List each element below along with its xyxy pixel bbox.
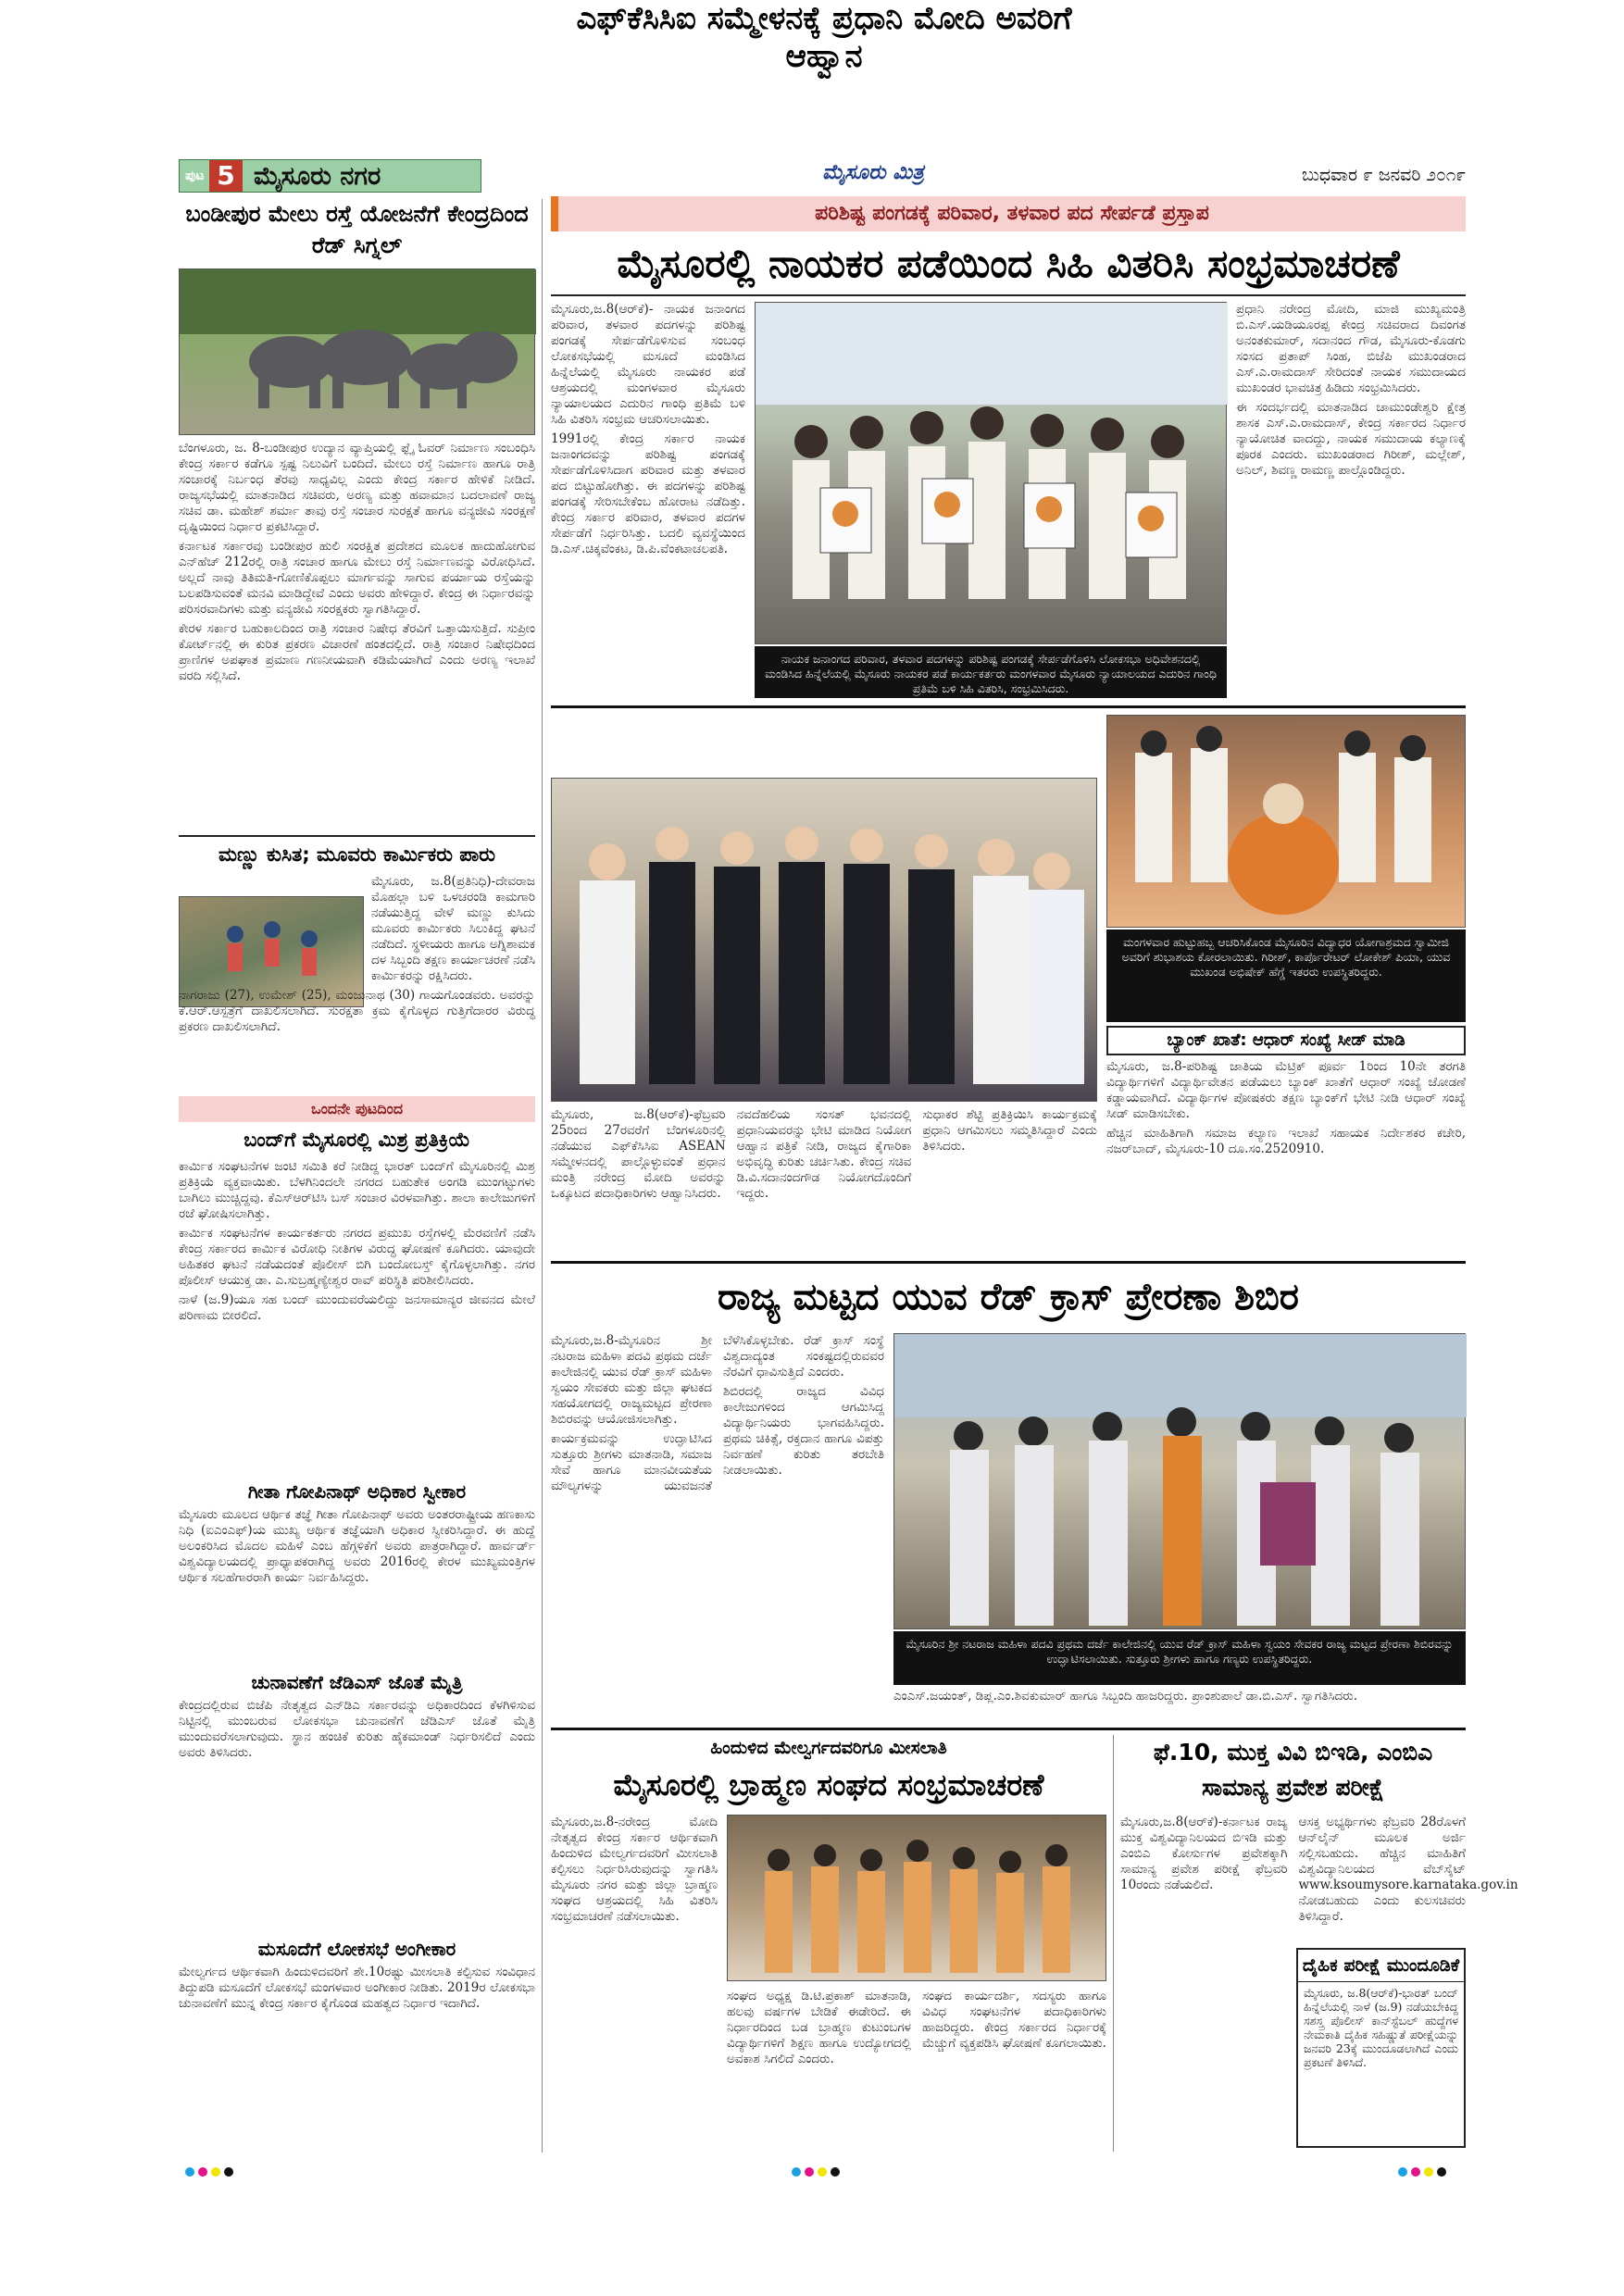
elephants-photo	[179, 268, 535, 435]
brahmin-photo	[727, 1815, 1106, 1981]
magenta-dot	[198, 2167, 207, 2177]
section-rule	[551, 705, 1466, 708]
story-landslide-para: ನಾಗರಾಜು (27), ಉಮೇಶ್ (25), ಮಂಜುನಾಥ (30) ಗಾಯಗೊಂಡವರು. ಅವರನ್ನು ಕೆ.ಆರ್.ಆಸ್ಪತ್ರೆಗೆ ದಾಖಲಿಸಲಾಗಿದೆ. ಸುರಕ್ಷತಾ ಕ್ರಮ ಕೈಗೊಳ್ಳದ ಗುತ್ತಿಗೆದಾರರ ವಿರುದ್ಧ ಪ್ರಕರಣ ದಾಖಲಿಸಲಾಗಿದೆ.	[179, 988, 535, 1034]
bank-para: ಹೆಚ್ಚಿನ ಮಾಹಿತಿಗಾಗಿ ಸಮಾಜ ಕಲ್ಯಾಣ ಇಲಾಖೆ ಸಹಾಯಕ ನಿರ್ದೇಶಕರ ಕಚೇರಿ, ನಜರ್‌ಬಾದ್, ಮೈಸೂರು-10 ದೂ.ಸಂ.2520910.	[1106, 1126, 1466, 1156]
story-bill-para: ಮೇಲ್ವರ್ಗದ ಆರ್ಥಿಕವಾಗಿ ಹಿಂದುಳಿದವರಿಗೆ ಶೇ.10ರಷ್ಟು ಮೀಸಲಾತಿ ಕಲ್ಪಿಸುವ ಸಂವಿಧಾನ ತಿದ್ದುಪಡಿ ಮಸೂದೆಗೆ ಲೋಕಸಭೆ ಮಂಗಳವಾರ ಅಂಗೀಕಾರ ನೀಡಿತು. 2019ರ ಲೋಕಸಭಾ ಚುನಾವಣೆಗೆ ಮುನ್ನ ಕೇಂದ್ರ ಸರ್ಕಾರ ಕೈಗೊಂಡ ಮಹತ್ವದ ನಿರ್ಧಾರ ಇದಾಗಿದೆ.	[179, 1965, 535, 2011]
section-rule-2	[551, 1261, 1466, 1264]
story-bandipur-para: ಬೆಂಗಳೂರು, ಜ. 8-ಬಂಡೀಪುರ ಉದ್ಯಾನ ವ್ಯಾಪ್ತಿಯಲ್ಲಿ ಫ್ಲೈ ಓವರ್ ನಿರ್ಮಾಣ ಸಂಬಂಧಿಸಿ ಕೇಂದ್ರ ಸರ್ಕಾರ ಕಡೆಗೂ ಸ್ಪಷ್ಟ ನಿಲುವಿಗೆ ಬಂದಿದೆ. ಮೇಲು ರಸ್ತೆ ನಿರ್ಮಾಣ ಹಾಗೂ ರಾತ್ರಿ ಸಂಚಾರಕ್ಕೆ ನಿರ್ಬಂಧ ತೆರವು ಸಾಧ್ಯವಿಲ್ಲ ಎಂದು ಕೇಂದ್ರ ಸರ್ಕಾರ ಹೇಳಿಕೆ ನೀಡಿದೆ. ರಾಜ್ಯಸಭೆಯಲ್ಲಿ ಮಾತನಾಡಿದ ಸಚಿವರು, ಅರಣ್ಯ ಮತ್ತು ಹವಾಮಾನ ಬದಲಾವಣೆ ರಾಜ್ಯ ಸಚಿವ ಡಾ. ಮಹೇಶ್ ಶರ್ಮಾ ತಾವು ರಸ್ತೆ ಸಂಚಾರ ಸುರಕ್ಷತೆ ಹಾಗೂ ವನ್ಯಜೀವಿ ಸಂರಕ್ಷಣೆ ದೃಷ್ಟಿಯಿಂದ ನಿರ್ಧಾರ ಪ್ರಕಟಿಸಿದ್ದಾರೆ.	[179, 441, 535, 534]
cyan-dot	[185, 2167, 194, 2177]
swamiji-photo-art	[1107, 716, 1467, 929]
lead-rule	[551, 294, 1466, 296]
redcross-headline: ರಾಜ್ಯ ಮಟ್ಟದ ಯುವ ರೆಡ್ ಕ್ರಾಸ್ ಪ್ರೇರಣಾ ಶಿಬಿರ	[718, 1276, 1299, 1318]
redcross-footer	[893, 1689, 1466, 1724]
redcross-caption: ಮೈಸೂರಿನ ಶ್ರೀ ನಟರಾಜ ಮಹಿಳಾ ಪದವಿ ಪ್ರಥಮ ದರ್ಜೆ ಕಾಲೇಜಿನಲ್ಲಿ ಯುವ ರೆಡ್ ಕ್ರಾಸ್ ಮಹಿಳಾ ಸ್ವಯಂ ಸೇವಕರ ರಾಜ್ಯ ಮಟ್ಟದ ಪ್ರೇರಣಾ ಶಿಬಿರವನ್ನು ಉದ್ಘಾಟಿಸಲಾಯಿತು. ಸುತ್ತೂರು ಶ್ರೀಗಳು ಹಾಗೂ ಗಣ್ಯರು ಉಪಸ್ಥಿತರಿದ್ದರು.	[893, 1631, 1466, 1685]
story-bandh-para: ಕಾರ್ಮಿಕ ಸಂಘಟನೆಗಳ ಕಾರ್ಯಕರ್ತರು ನಗರದ ಪ್ರಮುಖ ರಸ್ತೆಗಳಲ್ಲಿ ಮೆರವಣಿಗೆ ನಡೆಸಿ ಕೇಂದ್ರ ಸರ್ಕಾರದ ಕಾರ್ಮಿಕ ವಿರೋಧಿ ನೀತಿಗಳ ವಿರುದ್ಧ ಘೋಷಣೆ ಕೂಗಿದರು. ಯಾವುದೇ ಅಹಿತಕರ ಘಟನೆ ನಡೆಯದಂತೆ ಪೊಲೀಸ್ ಬಿಗಿ ಬಂದೋಬಸ್ತ್ ಕೈಗೊಳ್ಳಲಾಗಿತ್ತು. ನಗರ ಪೊಲೀಸ್ ಆಯುಕ್ತ ಡಾ. ಎ.ಸುಬ್ರಹ್ಮಣ್ಯೇಶ್ವರ ರಾವ್ ಪರಿಸ್ಥಿತಿ ಪರಿಶೀಲಿಸಿದರು.	[179, 1226, 535, 1288]
redcross-footer-para: ಎಂಎಸ್.ಜಯಂತ್, ಡಿಪ್ಲ.ಎಂ.ಶಿವಕುಮಾರ್ ಹಾಗೂ ಸಿಬ್ಬಂದಿ ಹಾಜರಿದ್ದರು. ಪ್ರಾಂಶುಪಾಲೆ ಡಾ.ಬಿ.ಎಸ್. ಸ್ವಾಗತಿಸಿದರು.	[893, 1689, 1357, 1703]
story-landslide-body	[179, 874, 535, 1087]
story-bandipur-body	[179, 441, 535, 830]
yellow-dot	[818, 2167, 827, 2177]
lead-left-column	[551, 302, 745, 700]
brahmin-para: ಸಂಘದ ಕಾರ್ಯದರ್ಶಿ, ಸದಸ್ಯರು ಹಾಗೂ ವಿವಿಧ ಸಂಘಟನೆಗಳ ಪದಾಧಿಕಾರಿಗಳು ಹಾಜರಿದ್ದರು. ಕೇಂದ್ರ ಸರ್ಕಾರದ ನಿರ್ಧಾರಕ್ಕೆ ಮೆಚ್ಚುಗೆ ವ್ಯಕ್ತಪಡಿಸಿ ಘೋಷಣೆ ಕೂಗಲಾಯಿತು.	[922, 1989, 1106, 2051]
redcross-para: ಕಾರ್ಯಕ್ರಮವನ್ನು ಉದ್ಘಾಟಿಸಿದ ಸುತ್ತೂರು ಶ್ರೀಗಳು ಮಾತನಾಡಿ, ಸಮಾಜ ಸೇವೆ ಹಾಗೂ ಮಾನವೀಯತೆಯ ಮೌಲ್ಯಗಳನ್ನು ಯುವಜನತೆ ಬೆಳೆಸಿಕೊಳ್ಳಬೇಕು. ರೆಡ್ ಕ್ರಾಸ್ ಸಂಸ್ಥೆ ವಿಶ್ವದಾದ್ಯಂತ ಸಂಕಷ್ಟದಲ್ಲಿರುವವರ ನೆರವಿಗೆ ಧಾವಿಸುತ್ತಿದೆ ಎಂದರು.	[551, 1333, 884, 1493]
redcross-photo-art	[894, 1334, 1467, 1630]
fkcci-photo-art	[552, 779, 1098, 1103]
bank-body	[1106, 1059, 1466, 1255]
black-dot	[224, 2167, 233, 2177]
brahmin-body	[551, 1815, 718, 2148]
story-landslide-headline: ಮಣ್ಣು ಕುಸಿತ; ಮೂವರು ಕಾರ್ಮಿಕರು ಪಾರು	[219, 843, 495, 866]
page-number: 5	[209, 160, 243, 192]
swamiji-caption: ಮಂಗಳವಾರ ಹುಟ್ಟುಹಬ್ಬ ಆಚರಿಸಿಕೊಂಡ ಮೈಸೂರಿನ ವಿದ್ಯಾಧರ ಯೋಗಾಶ್ರಮದ ಸ್ವಾಮೀಜಿ ಅವರಿಗೆ ಶುಭಾಶಯ ಕೋರಲಾಯಿತು. ಗಿರೀಶ್, ಕಾರ್ಪೊರೇಟರ್ ಲೋಕೇಶ್ ಪಿಯಾ, ಯುವ ಮುಖಂಡ ಅಭಿಷೇಕ್ ಹೆಗ್ಡೆ ಇತರರು ಉಪಸ್ಥಿತರಿದ್ದರು.	[1106, 930, 1466, 1022]
magenta-dot	[1411, 2167, 1420, 2177]
story-bandh-headline: ಬಂದ್‌ಗೆ ಮೈಸೂರಲ್ಲಿ ಮಿಶ್ರ ಪ್ರತಿಕ್ರಿಯೆ	[244, 1129, 470, 1151]
lead-left-para: ಮೈಸೂರು,ಜ.8(ಆರ್‌ಕೆ)- ನಾಯಕ ಜನಾಂಗದ ಪರಿವಾರ, ತಳವಾರ ಪದಗಳನ್ನು ಪರಿಶಿಷ್ಟ ಪಂಗಡಕ್ಕೆ ಸೇರ್ಪಡೆಗೊಳಿಸುವ ಸಂಬಂಧ ಲೋಕಸಭೆಯಲ್ಲಿ ಮಸೂದೆ ಮಂಡಿಸಿದ ಹಿನ್ನೆಲೆಯಲ್ಲಿ ಮೈಸೂರು ನಾಯಕರ ಪಡೆ ಆಶ್ರಯದಲ್ಲಿ ಮಂಗಳವಾರ ಮೈಸೂರು ನ್ಯಾಯಾಲಯದ ಎದುರಿನ ಗಾಂಧಿ ಪ್ರತಿಮೆ ಬಳಿ ಸಿಹಿ ವಿತರಿಸಿ ಸಂಭ್ರಮ ಆಚರಿಸಲಾಯಿತು.	[551, 302, 745, 427]
story-alliance-body	[179, 1698, 535, 1929]
fkcci-para: ನವದೆಹಲಿಯ ಸಂಸತ್ ಭವನದಲ್ಲಿ ಪ್ರಧಾನಿಯವರನ್ನು ಭೇಟಿ ಮಾಡಿದ ನಿಯೋಗ ಆಹ್ವಾನ ಪತ್ರಿಕೆ ನೀಡಿ, ರಾಜ್ಯದ ಕೈಗಾರಿಕಾ ಅಭಿವೃದ್ಧಿ ಕುರಿತು ಚರ್ಚಿಸಿತು. ಕೇಂದ್ರ ಸಚಿವ ಡಿ.ವಿ.ಸದಾನಂದಗೌಡ ನಿಯೋಗದೊಂದಿಗೆ ಇದ್ದರು.	[736, 1107, 912, 1201]
cyan-dot	[1398, 2167, 1407, 2177]
lead-left-para: 1991ರಲ್ಲಿ ಕೇಂದ್ರ ಸರ್ಕಾರ ನಾಯಕ ಜನಾಂಗದವನ್ನು ಪರಿಶಿಷ್ಟ ಪಂಗಡಕ್ಕೆ ಸೇರ್ಪಡೆಗೊಳಿಸಿದಾಗ ಪರಿವಾರ ಮತ್ತು ತಳವಾರ ಪದ ಬಿಟ್ಟುಹೋಗಿತ್ತು. ಈ ಪದಗಳನ್ನು ಪರಿಶಿಷ್ಟ ಪಂಗಡಕ್ಕೆ ಸೇರಿಸಬೇಕೆಂಬ ಹೋರಾಟ ನಡೆದಿತ್ತು. ಕೇಂದ್ರ ಸರ್ಕಾರ ಪರಿವಾರ, ತಳವಾರ ಪದಗಳ ಸೇರ್ಪಡೆಗೆ ನಿರ್ಧರಿಸಿತ್ತು. ಬದಲಿ ವ್ಯವಸ್ಥೆಯಿಂದ ಡಿ.ಎಸ್.ಚಿಕ್ಕವೆಂಕಟ, ಡಿ.ಪಿ.ವೆಂಕಟಾಚಲಪತಿ.	[551, 431, 745, 556]
masthead	[179, 159, 1466, 193]
section-tab	[179, 159, 481, 193]
lead-right-column	[1236, 302, 1466, 700]
yellow-dot	[1424, 2167, 1433, 2177]
section-rule-3	[551, 1728, 1466, 1730]
yellow-dot	[211, 2167, 220, 2177]
story-gita-headline: ಗೀತಾ ಗೋಪಿನಾಥ್ ಅಧಿಕಾರ ಸ್ವೀಕಾರ	[247, 1480, 467, 1503]
brahmin-kicker: ಹಿಂದುಳಿದ ಮೇಲ್ವರ್ಗದವರಿಗೂ ಮೀಸಲಾತಿ	[710, 1738, 947, 1758]
bank-headline: ಬ್ಯಾಂಕ್ ಖಾತೆ: ಆಧಾರ್ ಸಂಖ್ಯೆ ಸೀಡ್ ಮಾಡಿ	[1167, 1030, 1405, 1050]
left-rule-1	[179, 835, 535, 837]
bank-box	[1106, 1026, 1466, 1055]
redcross-para: ಶಿಬಿರದಲ್ಲಿ ರಾಜ್ಯದ ವಿವಿಧ ಕಾಲೇಜುಗಳಿಂದ ಆಗಮಿಸಿದ್ದ ವಿದ್ಯಾರ್ಥಿನಿಯರು ಭಾಗವಹಿಸಿದ್ದರು. ಪ್ರಥಮ ಚಿಕಿತ್ಸೆ, ರಕ್ತದಾನ ಹಾಗೂ ವಿಪತ್ತು ನಿರ್ವಹಣೆ ಕುರಿತು ತರಬೇತಿ ನೀಡಲಾಯಿತು.	[723, 1384, 884, 1478]
paper-name: ಮೈಸೂರು ಮಿತ್ರ	[822, 161, 924, 184]
brahmin-body-2	[727, 1989, 1106, 2148]
lead-photo-art	[756, 303, 1228, 645]
fkcci-headline: ಎಫ್‌ಕೆಸಿಸಿಐ ಸಮ್ಮೇಳನಕ್ಕೆ ಪ್ರಧಾನಿ ಮೋದಿ ಅವರಿಗೆ ಆಹ್ವಾನ	[576, 0, 1072, 75]
registration-marks-right	[1398, 2163, 1463, 2176]
brahmin-headline: ಮೈಸೂರಲ್ಲಿ ಬ್ರಾಹ್ಮಣ ಸಂಘದ ಸಂಭ್ರಮಾಚರಣೆ	[613, 1767, 1044, 1803]
elephants-photo-art	[180, 269, 536, 436]
cyan-dot	[792, 2167, 801, 2177]
fkcci-para: ಸುಧಾಕರ ಶೆಟ್ಟಿ ಪ್ರತಿಕ್ರಿಯಿಸಿ ಕಾರ್ಯಕ್ರಮಕ್ಕೆ ಪ್ರಧಾನಿ ಆಗಮಿಸಲು ಸಮ್ಮತಿಸಿದ್ದಾರೆ ಎಂದು ತಿಳಿಸಿದರು.	[922, 1107, 1097, 1154]
registration-marks-center	[792, 2163, 856, 2176]
top-kicker	[551, 196, 1466, 231]
physical-test-headline: ದೈಹಿಕ ಪರೀಕ್ಷೆ ಮುಂದೂಡಿಕೆ	[1298, 1950, 1464, 1982]
mukta-para: ಆಸಕ್ತ ಅಭ್ಯರ್ಥಿಗಳು ಫೆಬ್ರವರಿ 28ರೊಳಗೆ ಆನ್‌ಲೈನ್ ಮೂಲಕ ಅರ್ಜಿ ಸಲ್ಲಿಸಬಹುದು. ಹೆಚ್ಚಿನ ಮಾಹಿತಿಗೆ ವಿಶ್ವವಿದ್ಯಾನಿಲಯದ ವೆಬ್‌ಸೈಟ್ www.ksoumysore.karnataka.gov.in ನೋಡಬಹುದು ಎಂದು ಕುಲಸಚಿವರು ತಿಳಿಸಿದ್ದಾರೆ.	[1298, 1815, 1518, 1924]
story-landslide-para: ಮೈಸೂರು, ಜ.8(ಪ್ರತಿನಿಧಿ)-ದೇವರಾಜ ಮೊಹಲ್ಲಾ ಬಳಿ ಒಳಚರಂಡಿ ಕಾಮಗಾರಿ ನಡೆಯುತ್ತಿದ್ದ ವೇಳೆ ಮಣ್ಣು ಕುಸಿದು ಮೂವರು ಕಾರ್ಮಿಕರು ಸಿಲುಕಿದ್ದ ಘಟನೆ ನಡೆದಿದೆ. ಸ್ಥಳೀಯರು ಹಾಗೂ ಅಗ್ನಿಶಾಮಕ ದಳ ಸಿಬ್ಬಂದಿ ತಕ್ಷಣ ಕಾರ್ಯಾಚರಣೆ ನಡೆಸಿ ಕಾರ್ಮಿಕರನ್ನು ರಕ್ಷಿಸಿದರು.	[371, 874, 535, 983]
story-bandh-body	[179, 1159, 535, 1474]
lead-photo-caption: ನಾಯಕ ಜನಾಂಗದ ಪರಿವಾರ, ತಳವಾರ ಪದಗಳನ್ನು ಪರಿಶಿಷ್ಟ ಪಂಗಡಕ್ಕೆ ಸೇರ್ಪಡೆಗೊಳಿಸಿ ಲೋಕಸಭಾ ಅಧಿವೇಶನದಲ್ಲಿ ಮಂಡಿಸಿದ ಹಿನ್ನೆಲೆಯಲ್ಲಿ ಮೈಸೂರು ನಾಯಕರ ಪಡೆ ಕಾರ್ಯಕರ್ತರು ಮಂಗಳವಾರ ಮೈಸೂರು ನ್ಯಾಯಾಲಯದ ಎದುರಿನ ಗಾಂಧಿ ಪ್ರತಿಮೆ ಬಳಿ ಸಿಹಿ ವಿತರಿಸಿ, ಸಂಭ್ರಮಿಸಿದರು.	[755, 646, 1227, 698]
story-bill-headline: ಮಸೂದೆಗೆ ಲೋಕಸಭೆ ಅಂಗೀಕಾರ	[257, 1938, 456, 1960]
mukta-para: ಮೈಸೂರು,ಜ.8(ಆರ್‌ಕೆ)-ಕರ್ನಾಟಕ ರಾಜ್ಯ ಮುಕ್ತ ವಿಶ್ವವಿದ್ಯಾನಿಲಯದ ಬಿಇಡಿ ಮತ್ತು ಎಂಬಿಎ ಕೋರ್ಸುಗಳ ಪ್ರವೇಶಕ್ಕಾಗಿ ಸಾಮಾನ್ಯ ಪ್ರವೇಶ ಪರೀಕ್ಷೆ ಫೆಬ್ರವರಿ 10ರಂದು ನಡೆಯಲಿದೆ.	[1120, 1815, 1288, 1892]
bank-para: ಮೈಸೂರು, ಜ.8-ಪರಿಶಿಷ್ಟ ಜಾತಿಯ ಮೆಟ್ರಿಕ್ ಪೂರ್ವ 1ರಿಂದ 10ನೇ ತರಗತಿ ವಿದ್ಯಾರ್ಥಿಗಳಿಗೆ ವಿದ್ಯಾರ್ಥಿವೇತನ ಪಡೆಯಲು ಬ್ಯಾಂಕ್ ಖಾತೆಗೆ ಆಧಾರ್ ಸಂಖ್ಯೆ ಜೋಡಣೆ ಕಡ್ಡಾಯವಾಗಿದೆ. ವಿದ್ಯಾರ್ಥಿಗಳ ಪೋಷಕರು ತಕ್ಷಣ ಬ್ಯಾಂಕ್‌ಗೆ ಭೇಟಿ ನೀಡಿ ಆಧಾರ್ ಸಂಖ್ಯೆ ಸೀಡ್ ಮಾಡಿಸಬೇಕು.	[1106, 1059, 1466, 1121]
story-bill-body	[179, 1965, 535, 2150]
brahmin-para: ಮೈಸೂರು,ಜ.8-ನರೇಂದ್ರ ಮೋದಿ ನೇತೃತ್ವದ ಕೇಂದ್ರ ಸರ್ಕಾರ ಆರ್ಥಿಕವಾಗಿ ಹಿಂದುಳಿದ ಮೇಲ್ವರ್ಗದವರಿಗೆ ಮೀಸಲಾತಿ ಕಲ್ಪಿಸಲು ನಿರ್ಧರಿಸಿರುವುದನ್ನು ಸ್ವಾಗತಿಸಿ ಮೈಸೂರು ನಗರ ಮತ್ತು ಜಿಲ್ಲಾ ಬ್ರಾಹ್ಮಣ ಸಂಘದ ಆಶ್ರಯದಲ್ಲಿ ಸಿಹಿ ವಿತರಿಸಿ ಸಂಭ್ರಮಾಚರಣೆ ನಡೆಸಲಾಯಿತು.	[551, 1815, 718, 1924]
story-alliance-headline: ಚುನಾವಣೆಗೆ ಜೆಡಿಎಸ್ ಜೊತೆ ಮೈತ್ರಿ	[251, 1671, 463, 1693]
top-kicker-text: ಪರಿಶಿಷ್ಟ ಪಂಗಡಕ್ಕೆ ಪರಿವಾರ, ತಳವಾರ ಪದ ಸೇರ್ಪಡೆ ಪ್ರಸ್ತಾಪ	[815, 202, 1209, 225]
story-bandh-para: ಕಾರ್ಮಿಕ ಸಂಘಟನೆಗಳ ಜಂಟಿ ಸಮಿತಿ ಕರೆ ನೀಡಿದ್ದ ಭಾರತ್ ಬಂದ್‌ಗೆ ಮೈಸೂರಿನಲ್ಲಿ ಮಿಶ್ರ ಪ್ರತಿಕ್ರಿಯೆ ವ್ಯಕ್ತವಾಯಿತು. ಬೆಳಗಿನಿಂದಲೇ ನಗರದ ಬಹುತೇಕ ಅಂಗಡಿ ಮುಂಗಟ್ಟುಗಳು ಬಾಗಿಲು ಮುಚ್ಚಿದ್ದವು. ಕೆಎಸ್‌ಆರ್‌ಟಿಸಿ ಬಸ್ ಸಂಚಾರ ವಿರಳವಾಗಿತ್ತು. ಶಾಲಾ ಕಾಲೇಜುಗಳಿಗೆ ರಜೆ ಘೋಷಿಸಲಾಗಿತ್ತು.	[179, 1159, 535, 1221]
black-dot	[831, 2167, 840, 2177]
physical-test-box	[1296, 1948, 1466, 2148]
story-bandipur-headline: ಬಂಡೀಪುರ ಮೇಲು ರಸ್ತೆ ಯೋಜನೆಗೆ ಕೇಂದ್ರದಿಂದ ರೆಡ್ ಸಿಗ್ನಲ್	[185, 201, 529, 258]
section-title: ಮೈಸೂರು ನಗರ	[254, 162, 381, 191]
swamiji-photo	[1106, 715, 1466, 928]
page-label: ಪುಟ	[185, 168, 205, 183]
continued-kicker-text: ಒಂದನೇ ಪುಟದಿಂದ	[310, 1100, 404, 1117]
mukta-headline: ಫೆ.10, ಮುಕ್ತ ವಿವಿ ಬಿಇಡಿ, ಎಂಬಿಎ ಸಾಮಾನ್ಯ ಪ್ರವೇಶ ಪರೀಕ್ಷೆ	[1153, 1739, 1433, 1801]
redcross-photo	[893, 1333, 1466, 1629]
lead-right-para: ಈ ಸಂದರ್ಭದಲ್ಲಿ ಮಾತನಾಡಿದ ಚಾಮುಂಡೇಶ್ವರಿ ಕ್ಷೇತ್ರ ಶಾಸಕ ಎಸ್.ಎ.ರಾಮದಾಸ್, ಕೇಂದ್ರ ಸರ್ಕಾರದ ನಿರ್ಧಾರ ನ್ಯಾಯೋಚಿತ ವಾದದ್ದು, ನಾಯಕ ಸಮುದಾಯ ಕಲ್ಯಾಣಕ್ಕೆ ಪೂರಕ ಎಂದರು. ಮುಖಂಡರಾದ ಗಿರೀಶ್, ಮಲ್ಲೇಶ್, ಅನಿಲ್, ಶಿವಣ್ಣ ರಾಮಣ್ಣ ಪಾಲ್ಗೊಂಡಿದ್ದರು.	[1236, 400, 1466, 478]
lead-right-para: ಪ್ರಧಾನಿ ನರೇಂದ್ರ ಮೋದಿ, ಮಾಜಿ ಮುಖ್ಯಮಂತ್ರಿ ಬಿ.ಎಸ್.ಯಡಿಯೂರಪ್ಪ ಕೇಂದ್ರ ಸಚಿವರಾದ ದಿವಂಗತ ಅನಂತಕುಮಾರ್, ಸದಾನಂದ ಗೌಡ, ಮೈಸೂರು-ಕೊಡಗು ಸಂಸದ ಪ್ರತಾಪ್ ಸಿಂಹ, ಬಿಜೆಪಿ ಮುಖಂಡರಾದ ಎಸ್.ಎ.ರಾಮದಾಸ್ ಸೇರಿದಂತೆ ನಾಯಕ ಸಮುದಾಯದ ಮುಖಂಡರ ಭಾವಚಿತ್ರ ಹಿಡಿದು ಸಂಭ್ರಮಿಸಿದರು.	[1236, 302, 1466, 395]
continued-kicker	[179, 1096, 535, 1122]
issue-date: ಬುಧವಾರ ೯ ಜನವರಿ ೨೦೧೯	[1301, 165, 1466, 185]
fkcci-body	[551, 1107, 1097, 1255]
story-alliance-para: ಕೇಂದ್ರದಲ್ಲಿರುವ ಬಿಜೆಪಿ ನೇತೃತ್ವದ ಎನ್‌ಡಿಎ ಸರ್ಕಾರವನ್ನು ಅಧಿಕಾರದಿಂದ ಕೆಳಗಿಳಿಸುವ ನಿಟ್ಟಿನಲ್ಲಿ ಮುಂಬರುವ ಲೋಕಸಭಾ ಚುನಾವಣೆಗೆ ಜೆಡಿಎಸ್ ಜೊತೆ ಮೈತ್ರಿ ಮುಂದುವರೆಸಲಾಗುವುದು. ಸ್ಥಾನ ಹಂಚಿಕೆ ಕುರಿತು ಹೈಕಮಾಂಡ್ ನಿರ್ಧರಿಸಲಿದೆ ಎಂದು ಅವರು ತಿಳಿಸಿದರು.	[179, 1698, 535, 1760]
story-bandipur-para: ಕೇರಳ ಸರ್ಕಾರ ಬಹುಕಾಲದಿಂದ ರಾತ್ರಿ ಸಂಚಾರ ನಿಷೇಧ ತೆರವಿಗೆ ಒತ್ತಾಯಿಸುತ್ತಿದೆ. ಸುಪ್ರೀಂ ಕೋರ್ಟ್‌ನಲ್ಲಿ ಈ ಕುರಿತ ಪ್ರಕರಣ ವಿಚಾರಣೆ ಹಂತದಲ್ಲಿದೆ. ರಾತ್ರಿ ಸಂಚಾರ ನಿಷೇಧದಿಂದ ಪ್ರಾಣಿಗಳ ಅಪಘಾತ ಪ್ರಮಾಣ ಗಣನೀಯವಾಗಿ ಕಡಿಮೆಯಾಗಿದೆ ಎಂದು ಅರಣ್ಯ ಇಲಾಖೆ ವರದಿ ಸಲ್ಲಿಸಿದೆ.	[179, 621, 535, 683]
redcross-para: ಮೈಸೂರು,ಜ.8-ಮೈಸೂರಿನ ಶ್ರೀ ನಟರಾಜ ಮಹಿಳಾ ಪದವಿ ಪ್ರಥಮ ದರ್ಜೆ ಕಾಲೇಜಿನಲ್ಲಿ ಯುವ ರೆಡ್ ಕ್ರಾಸ್ ಮಹಿಳಾ ಸ್ವಯಂ ಸೇವಕರು ಮತ್ತು ಜಿಲ್ಲಾ ಘಟಕದ ಸಹಯೋಗದಲ್ಲಿ ರಾಜ್ಯಮಟ್ಟದ ಪ್ರೇರಣಾ ಶಿಬಿರವನ್ನು ಆಯೋಜಿಸಲಾಗಿತ್ತು.	[551, 1333, 712, 1427]
lead-headline: ಮೈಸೂರಲ್ಲಿ ನಾಯಕರ ಪಡೆಯಿಂದ ಸಿಹಿ ವಿತರಿಸಿ ಸಂಭ್ರಮಾಚರಣೆ	[617, 241, 1400, 286]
redcross-body	[551, 1333, 884, 1685]
brahmin-divider	[1113, 1735, 1114, 2152]
black-dot	[1437, 2167, 1446, 2177]
story-bandipur-para: ಕರ್ನಾಟಕ ಸರ್ಕಾರವು ಬಂಡೀಪುರ ಹುಲಿ ಸಂರಕ್ಷಿತ ಪ್ರದೇಶದ ಮೂಲಕ ಹಾದುಹೋಗುವ ಎನ್‌ಹೆಚ್ 212ರಲ್ಲಿ ರಾತ್ರಿ ಸಂಚಾರ ಹಾಗೂ ಮೇಲು ರಸ್ತೆ ನಿರ್ಮಾಣವನ್ನು ವಿರೋಧಿಸಿದೆ. ಅಲ್ಲದೆ ನಾವು ತಿತಿಮತಿ-ಗೋಣಿಕೊಪ್ಪಲು ಮಾರ್ಗವನ್ನು ಸಾಗುವ ಪರ್ಯಾಯ ರಸ್ತೆಯನ್ನು ಬಲಪಡಿಸುವಂತೆ ಮನವಿ ಮಾಡಿದ್ದೇವೆ ಎಂದು ಅವರು ಹೇಳಿದ್ದಾರೆ. ಕೇಂದ್ರ ಈ ನಿರ್ಧಾರವನ್ನು ಪರಿಸರವಾದಿಗಳು ಮತ್ತು ವನ್ಯಜೀವಿ ಸಂರಕ್ಷಕರು ಸ್ವಾಗತಿಸಿದ್ದಾರೆ.	[179, 539, 535, 617]
story-bandh-para: ನಾಳೆ (ಜ.9)ಯೂ ಸಹ ಬಂದ್ ಮುಂದುವರೆಯಲಿದ್ದು ಜನಸಾಮಾನ್ಯರ ಜೀವನದ ಮೇಲೆ ಪರಿಣಾಮ ಬೀರಲಿದೆ.	[179, 1292, 535, 1323]
left-column-divider	[542, 199, 543, 2152]
fkcci-photo	[551, 778, 1097, 1102]
story-gita-para: ಮೈಸೂರು ಮೂಲದ ಆರ್ಥಿಕ ತಜ್ಞೆ ಗೀತಾ ಗೋಪಿನಾಥ್ ಅವರು ಅಂತರರಾಷ್ಟ್ರೀಯ ಹಣಕಾಸು ನಿಧಿ (ಐಎಂಎಫ್)ಯ ಮುಖ್ಯ ಆರ್ಥಿಕ ತಜ್ಞೆಯಾಗಿ ಅಧಿಕಾರ ಸ್ವೀಕರಿಸಿದ್ದಾರೆ. ಈ ಹುದ್ದೆ ಅಲಂಕರಿಸಿದ ಮೊದಲ ಮಹಿಳೆ ಎಂಬ ಹೆಗ್ಗಳಿಕೆಗೆ ಅವರು ಪಾತ್ರರಾಗಿದ್ದಾರೆ. ಹಾರ್ವರ್ಡ್ ವಿಶ್ವವಿದ್ಯಾಲಯದಲ್ಲಿ ಪ್ರಾಧ್ಯಾಪಕರಾಗಿದ್ದ ಅವರು 2016ರಲ್ಲಿ ಕೇರಳ ಮುಖ್ಯಮಂತ್ರಿಗಳ ಆರ್ಥಿಕ ಸಲಹೆಗಾರರಾಗಿ ಕಾರ್ಯ ನಿರ್ವಹಿಸಿದ್ದರು.	[179, 1507, 535, 1585]
registration-marks-left	[185, 2163, 250, 2176]
lead-photo	[755, 302, 1227, 644]
story-gita-body	[179, 1507, 535, 1665]
brahmin-photo-art	[728, 1816, 1107, 1982]
brahmin-para: ಸಂಘದ ಅಧ್ಯಕ್ಷ ಡಿ.ಟಿ.ಪ್ರಕಾಶ್ ಮಾತನಾಡಿ, ಹಲವು ವರ್ಷಗಳ ಬೇಡಿಕೆ ಈಡೇರಿದೆ. ಈ ನಿರ್ಧಾರದಿಂದ ಬಡ ಬ್ರಾಹ್ಮಣ ಕುಟುಂಬಗಳ ವಿದ್ಯಾರ್ಥಿಗಳಿಗೆ ಶಿಕ್ಷಣ ಹಾಗೂ ಉದ್ಯೋಗದಲ್ಲಿ ಅವಕಾಶ ಸಿಗಲಿದೆ ಎಂದರು.	[727, 1989, 911, 2066]
magenta-dot	[805, 2167, 814, 2177]
fkcci-para: ಮೈಸೂರು, ಜ.8(ಆರ್‌ಕೆ)-ಫೆಬ್ರವರಿ 25ರಿಂದ 27ರವರೆಗೆ ಬೆಂಗಳೂರಿನಲ್ಲಿ ನಡೆಯುವ ಎಫ್‌ಕೆಸಿಸಿಐ ASEAN ಸಮ್ಮೇಳನದಲ್ಲಿ ಪಾಲ್ಗೊಳ್ಳುವಂತೆ ಪ್ರಧಾನ ಮಂತ್ರಿ ನರೇಂದ್ರ ಮೋದಿ ಅವರನ್ನು ಒಕ್ಕೂಟದ ಪದಾಧಿಕಾರಿಗಳು ಆಹ್ವಾನಿಸಿದರು.	[551, 1107, 726, 1201]
physical-test-para: ಮೈಸೂರು, ಜ.8(ಆರ್‌ಕೆ)-ಭಾರತ್ ಬಂದ್ ಹಿನ್ನೆಲೆಯಲ್ಲಿ ನಾಳೆ (ಜ.9) ನಡೆಯಬೇಕಿದ್ದ ಸಶಸ್ತ್ರ ಪೊಲೀಸ್ ಕಾನ್‌ಸ್ಟೆಬಲ್ ಹುದ್ದೆಗಳ ನೇಮಕಾತಿ ದೈಹಿಕ ಸಹಿಷ್ಣುತೆ ಪರೀಕ್ಷೆಯನ್ನು ಜನವರಿ 23ಕ್ಕೆ ಮುಂದೂಡಲಾಗಿದೆ ಎಂದು ಪ್ರಕಟಣೆ ತಿಳಿಸಿದೆ.	[1304, 1986, 1458, 2069]
